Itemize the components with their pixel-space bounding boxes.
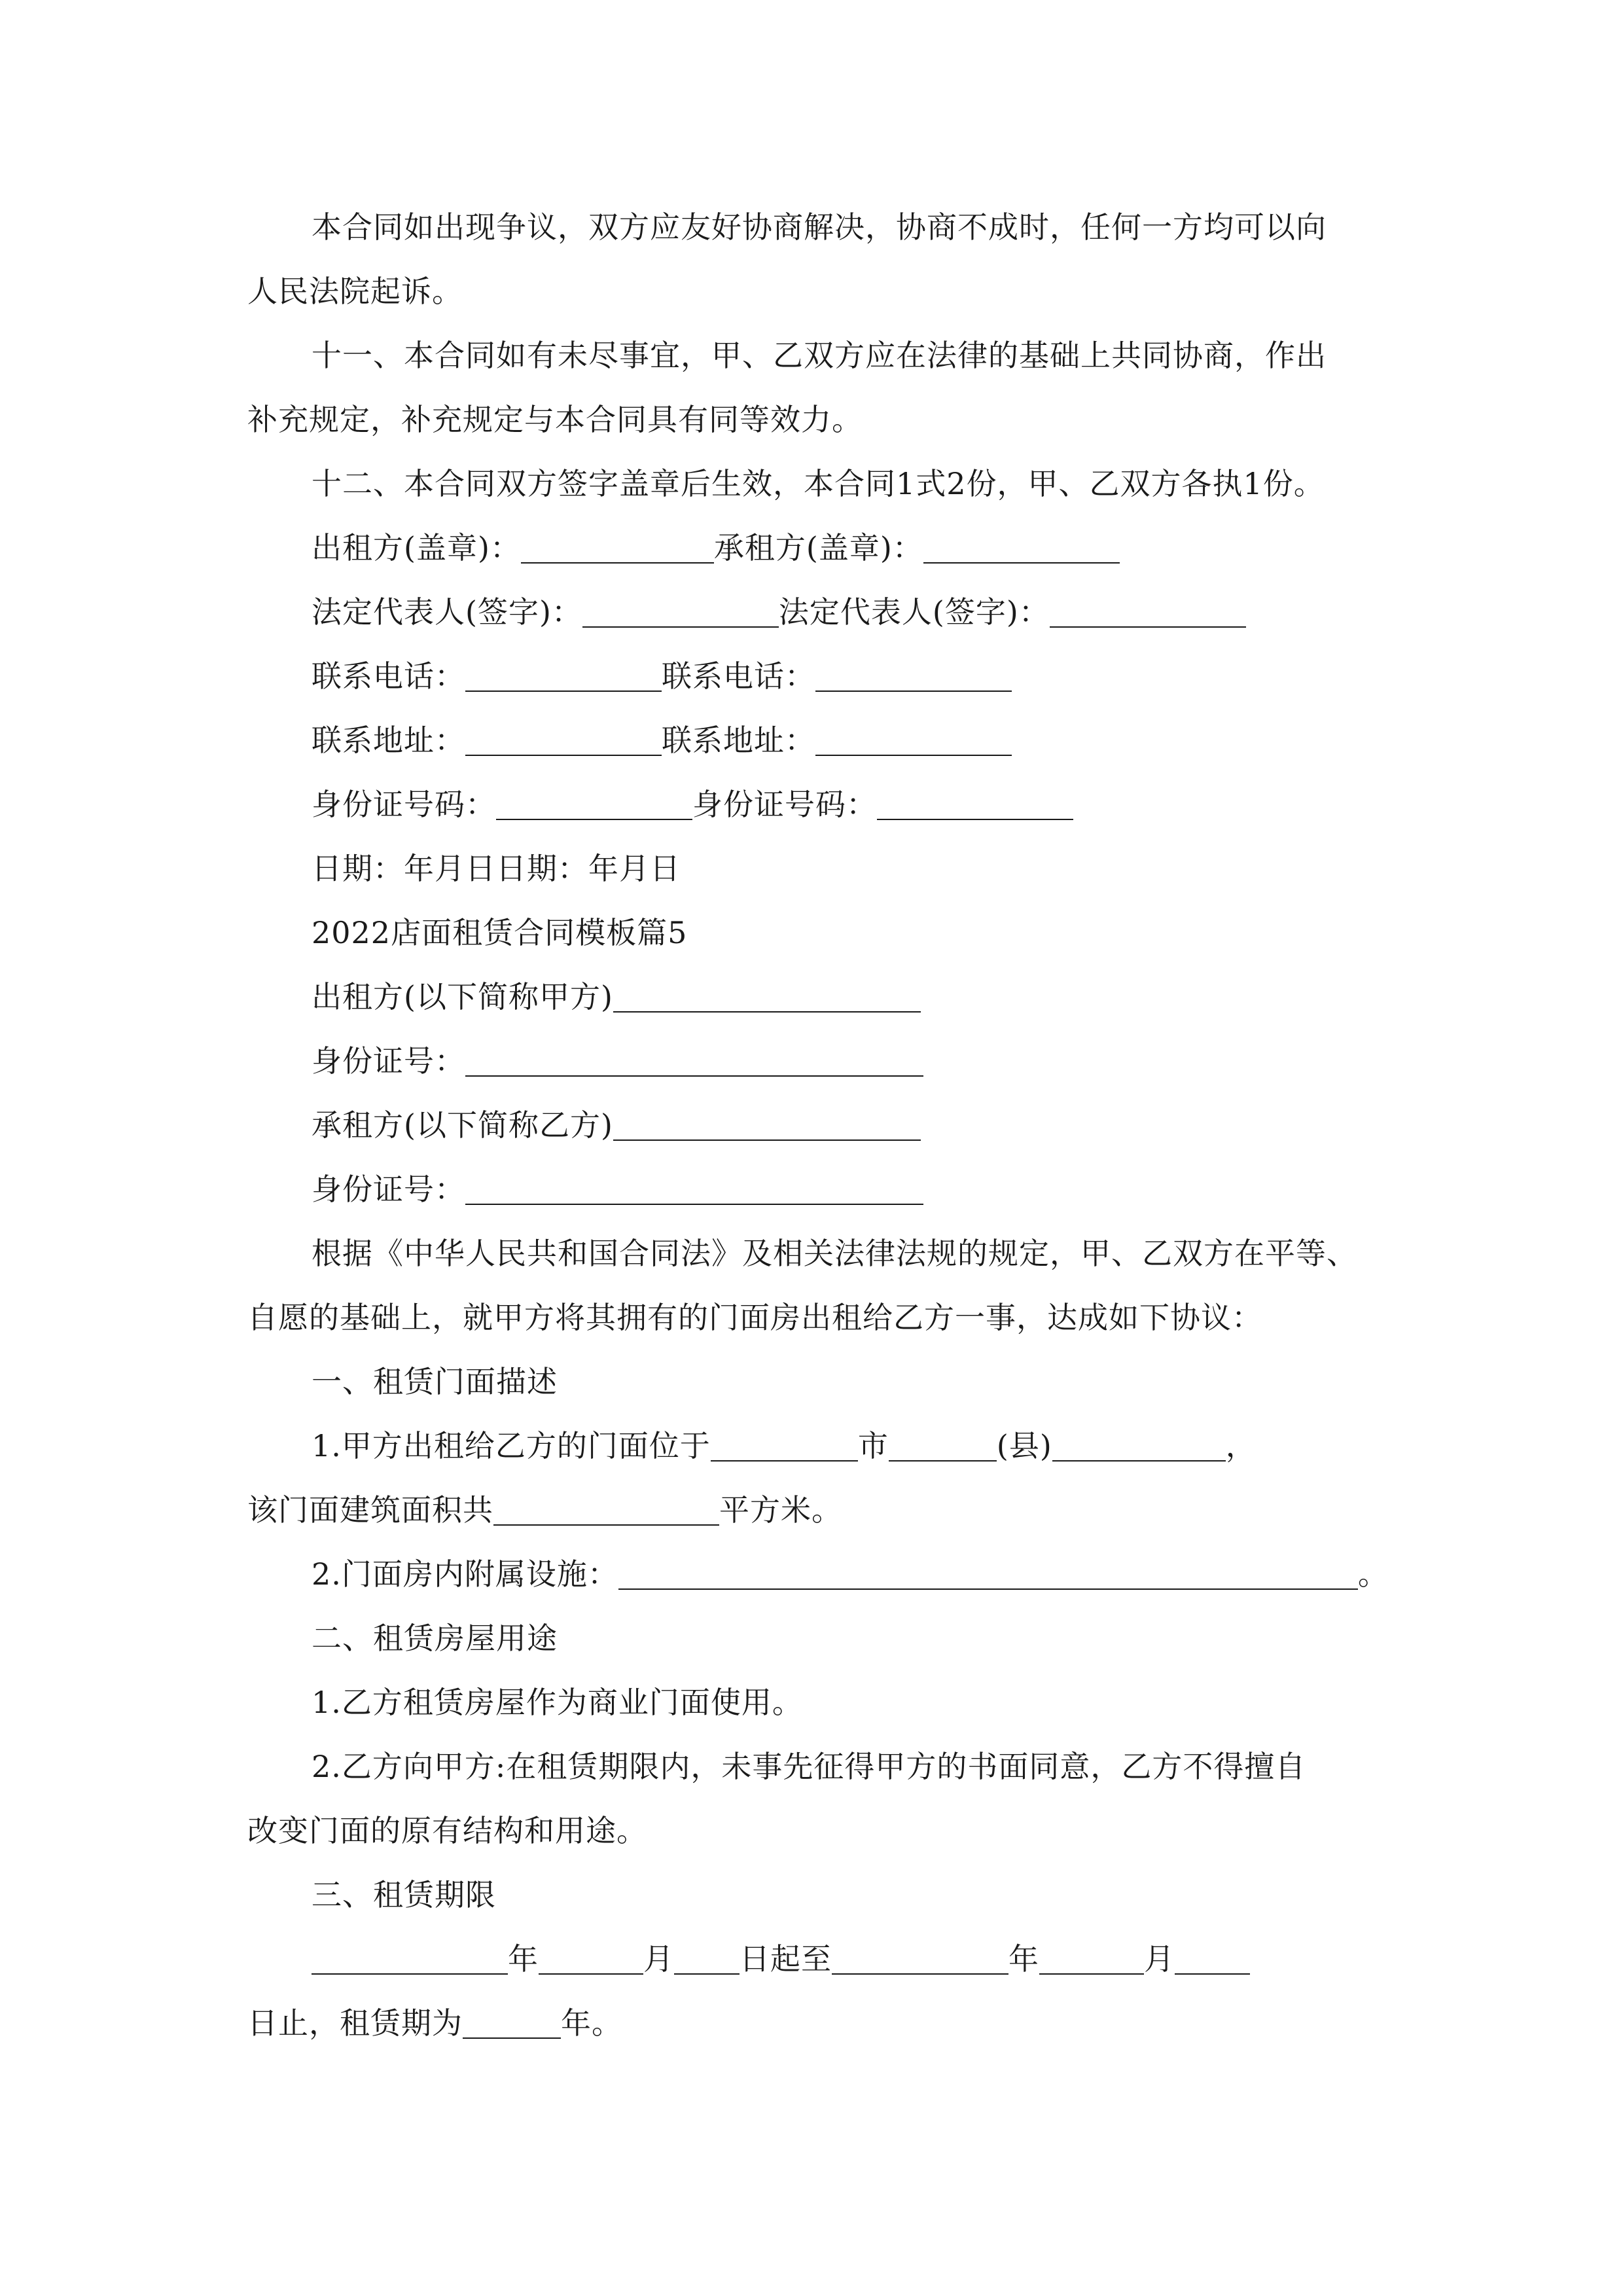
date-row (247, 836, 1380, 901)
item-2-2-line1 (247, 1734, 1380, 1799)
term-line2 (247, 1991, 1380, 2055)
lessor-phone-blank[interactable] (465, 659, 662, 692)
party-a-id-row (247, 1029, 1380, 1093)
text: 2.乙方向甲方:在租赁期限内，未事先征得甲方的书面同意，乙方不得擅自 (312, 1749, 1306, 1784)
document-body (247, 195, 1389, 2055)
lessor-seal-label: 出租方(盖章)： (312, 530, 521, 565)
area-blank[interactable] (493, 1493, 719, 1526)
text: 。 (1357, 1556, 1389, 1592)
text: 日起至 (740, 1941, 832, 1977)
lessee-id-label: 身份证号码： (692, 787, 877, 822)
end-day-blank[interactable] (1175, 1942, 1250, 1975)
text: 年 (508, 1941, 539, 1977)
paragraph-dispute-line2 (247, 259, 1380, 323)
item-2-2-line2 (247, 1799, 1380, 1863)
party-a-id-label: 身份证号： (312, 1043, 465, 1079)
text: 改变门面的原有结构和用途。 (247, 1813, 647, 1848)
county-blank[interactable] (889, 1429, 997, 1462)
text: 平方米。 (719, 1492, 842, 1528)
party-b-label: 承租方(以下简称乙方) (312, 1107, 613, 1143)
text: 年 (1008, 1941, 1039, 1977)
clause-11-line2 (247, 387, 1380, 452)
lessor-id-blank[interactable] (496, 787, 692, 820)
party-b-id-label: 身份证号： (312, 1172, 465, 1207)
item-1-2 (247, 1542, 1389, 1606)
text: 人民法院起诉。 (247, 274, 463, 309)
text: 一、租赁门面描述 (312, 1364, 558, 1399)
text: 二、租赁房屋用途 (312, 1621, 558, 1656)
text: 十二、本合同双方签字盖章后生效，本合同1式2份，甲、乙双方各执1份。 (312, 466, 1325, 501)
text: (县) (996, 1428, 1052, 1463)
lessor-rep-blank[interactable] (582, 595, 779, 628)
party-a-row (247, 965, 1380, 1029)
lessor-address-label: 联系地址： (312, 723, 465, 758)
end-month-blank[interactable] (1039, 1942, 1144, 1975)
section-title (247, 901, 1380, 965)
party-a-label: 出租方(以下简称甲方) (312, 979, 613, 1014)
facilities-blank[interactable] (618, 1557, 1358, 1590)
start-month-blank[interactable] (539, 1942, 643, 1975)
basis-line2 (247, 1285, 1380, 1350)
text: 十一、本合同如有未尽事宜，甲、乙双方应在法律的基础上共同协商，作出 (312, 338, 1327, 373)
legal-rep-row (247, 580, 1380, 644)
location-blank[interactable] (1052, 1429, 1226, 1462)
item-2-1 (247, 1670, 1380, 1734)
start-year-blank[interactable] (312, 1942, 508, 1975)
text: 该门面建筑面积共 (247, 1492, 493, 1528)
text: 市 (857, 1428, 889, 1463)
heading-2 (247, 1606, 1380, 1670)
party-b-id-blank[interactable] (465, 1172, 923, 1205)
item-1-1-line1 (247, 1414, 1380, 1478)
lessee-seal-blank[interactable] (923, 531, 1120, 564)
party-b-row (247, 1093, 1380, 1157)
lessee-rep-label: 法定代表人(签字)： (778, 594, 1050, 630)
signature-seal-row (247, 516, 1380, 580)
clause-11-line1 (247, 323, 1380, 387)
item-1-1-line2 (247, 1478, 1380, 1542)
term-years-blank[interactable] (463, 2006, 561, 2039)
lessee-address-blank[interactable] (815, 723, 1012, 756)
lessee-phone-label: 联系电话： (662, 658, 815, 694)
party-b-blank[interactable] (613, 1108, 921, 1141)
text: 根据《中华人民共和国合同法》及相关法律法规的规定，甲、乙双方在平等、 (312, 1236, 1357, 1271)
lessee-id-blank[interactable] (877, 787, 1073, 820)
text: 1.甲方出租给乙方的门面位于 (312, 1428, 711, 1463)
lessor-phone-label: 联系电话： (312, 658, 465, 694)
city-blank[interactable] (711, 1429, 858, 1462)
party-a-blank[interactable] (613, 980, 921, 1013)
lessee-seal-label: 承租方(盖章)： (713, 530, 923, 565)
end-year-blank[interactable] (832, 1942, 1008, 1975)
text: 本合同如出现争议，双方应友好协商解决，协商不成时，任何一方均可以向 (312, 209, 1327, 245)
text: 补充规定，补充规定与本合同具有同等效力。 (247, 402, 863, 437)
text: 日期：年月日日期：年月日 (312, 851, 681, 886)
text: 2022店面租赁合同模板篇5 (312, 915, 688, 950)
id-number-row (247, 772, 1380, 836)
heading-3 (247, 1863, 1380, 1927)
text: 2.门面房内附属设施： (312, 1556, 618, 1592)
party-b-id-row (247, 1157, 1380, 1221)
start-day-blank[interactable] (674, 1942, 740, 1975)
basis-line1 (247, 1221, 1380, 1285)
text: 月 (643, 1941, 674, 1977)
text: 三、租赁期限 (312, 1877, 496, 1912)
clause-12 (247, 452, 1380, 516)
lessor-id-label: 身份证号码： (312, 787, 496, 822)
text: 月 (1144, 1941, 1175, 1977)
text: 1.乙方租赁房屋作为商业门面使用。 (312, 1685, 803, 1720)
party-a-id-blank[interactable] (465, 1044, 923, 1077)
address-row (247, 708, 1380, 772)
lessor-seal-blank[interactable] (521, 531, 714, 564)
lessee-address-label: 联系地址： (662, 723, 815, 758)
lessee-phone-blank[interactable] (815, 659, 1012, 692)
term-line1 (247, 1927, 1380, 1991)
text: 年。 (561, 2005, 622, 2041)
text: 日止，租赁期为 (247, 2005, 463, 2041)
text: ， (1225, 1428, 1257, 1463)
heading-1 (247, 1350, 1380, 1414)
paragraph-dispute-line1 (247, 195, 1380, 259)
lessor-address-blank[interactable] (465, 723, 662, 756)
lessee-rep-blank[interactable] (1050, 595, 1246, 628)
text: 自愿的基础上，就甲方将其拥有的门面房出租给乙方一事，达成如下协议： (247, 1300, 1262, 1335)
phone-row (247, 644, 1380, 708)
lessor-rep-label: 法定代表人(签字)： (312, 594, 582, 630)
